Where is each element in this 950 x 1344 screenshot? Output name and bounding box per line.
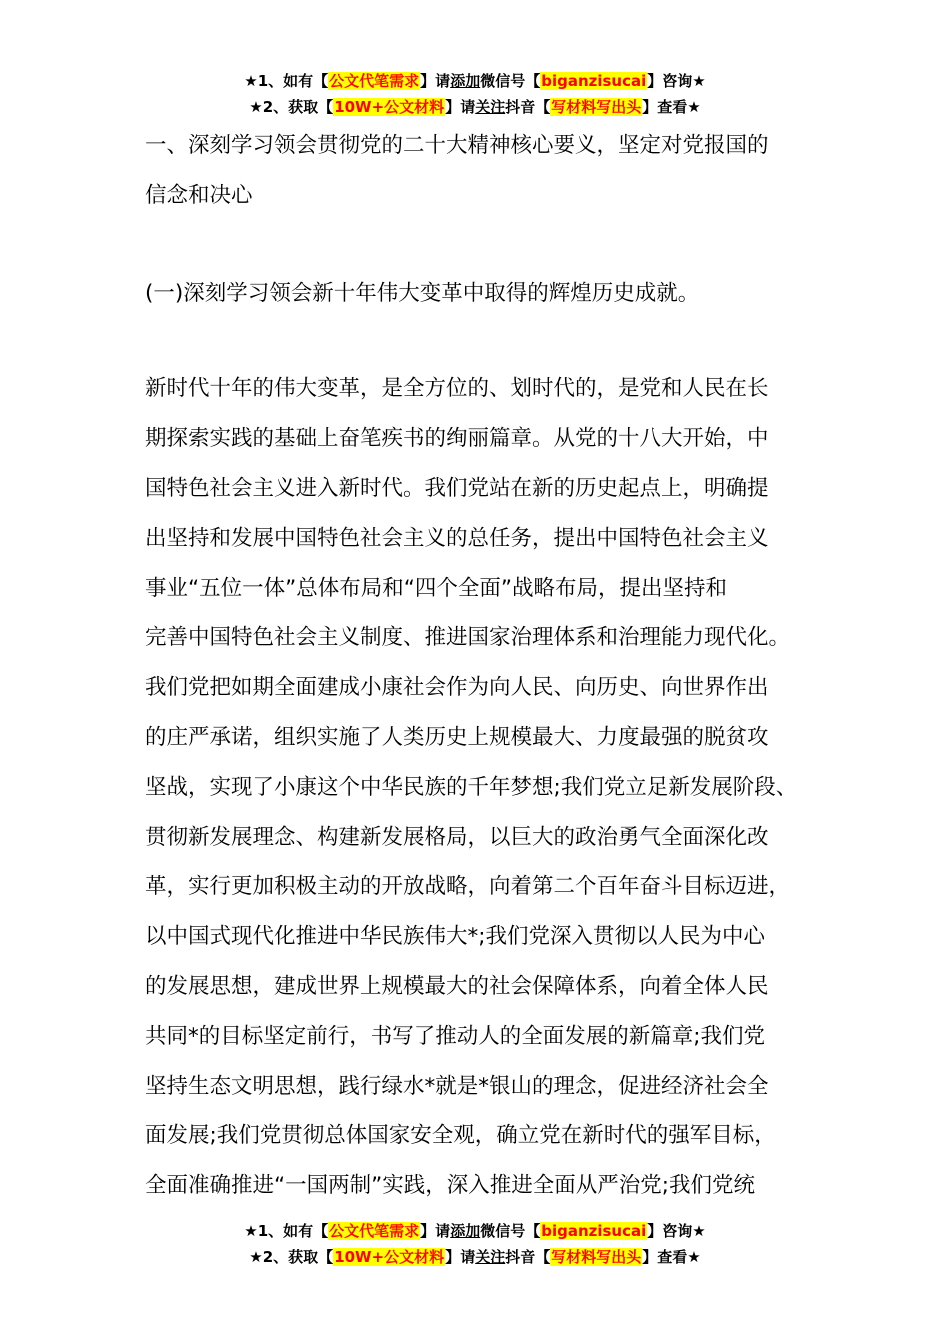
banner-highlight: 写材料写出头 (551, 98, 642, 116)
banner-underline: 添加 (450, 1222, 481, 1240)
banner-line-2 (0, 1244, 950, 1270)
body-line: 面发展;我们党贯彻总体国家安全观，确立党在新时代的强军目标， (145, 1123, 776, 1149)
banner-text: ★1、如有【 (244, 72, 329, 90)
banner-text: ★2、获取【 (249, 98, 334, 116)
subheading-line: (一)深刻学习领会新十年伟大变革中取得的辉煌历史成就。 (145, 280, 700, 306)
banner-underline: 关注 (475, 98, 506, 116)
banner-text: ★1、如有【 (244, 1222, 329, 1240)
banner-text: 】咨询★ (647, 72, 706, 90)
body-line: 坚战，实现了小康这个中华民族的千年梦想;我们党立足新发展阶段、 (145, 774, 798, 800)
subsection-heading (145, 269, 835, 319)
body-line: 我们党把如期全面建成小康社会作为向人民、向历史、向世界作出 (145, 675, 769, 701)
body-line: 完善中国特色社会主义制度、推进国家治理体系和治理能力现代化。 (145, 625, 791, 651)
banner-text: 】请 (445, 98, 476, 116)
banner-highlight: biganzisucai (541, 1222, 647, 1240)
banner-highlight: 10W+公文材料 (334, 1248, 445, 1266)
body-line: 以中国式现代化推进中华民族伟大*;我们党深入贯彻以人民为中心 (145, 924, 765, 950)
body-line: 全面准确推进“一国两制”实践，深入推进全面从严治党;我们党统 (145, 1173, 756, 1199)
body-line: 国特色社会主义进入新时代。我们党站在新的历史起点上，明确提 (145, 475, 769, 501)
body-line: 新时代十年的伟大变革，是全方位的、划时代的，是党和人民在长 (145, 376, 769, 402)
header-banner (0, 68, 950, 120)
banner-text: 】查看★ (642, 1248, 701, 1266)
body-line: 革，实行更加积极主动的开放战略，向着第二个百年奋斗目标迈进， (145, 874, 791, 900)
banner-highlight: 公文代笔需求 (329, 1222, 420, 1240)
body-line: 事业“五位一体”总体布局和“四个全面”战略布局，提出坚持和 (145, 575, 728, 601)
body-line: 出坚持和发展中国特色社会主义的总任务，提出中国特色社会主义 (145, 525, 769, 551)
body-line: 贯彻新发展理念、构建新发展格局，以巨大的政治勇气全面深化改 (145, 824, 769, 850)
banner-line-1 (0, 68, 950, 94)
heading-line: 一、深刻学习领会贯彻党的二十大精神核心要义，坚定对党报国的 (145, 133, 769, 158)
body-line: 的庄严承诺，组织实施了人类历史上规模最大、力度最强的脱贫攻 (145, 724, 769, 750)
banner-text: 微信号【 (480, 72, 541, 90)
document-body (145, 121, 835, 1211)
body-paragraph (145, 364, 835, 1211)
banner-highlight: 写材料写出头 (551, 1248, 642, 1266)
banner-highlight: biganzisucai (541, 72, 647, 90)
heading-line: 信念和决心 (145, 182, 253, 208)
banner-highlight: 公文代笔需求 (329, 72, 420, 90)
section-heading (145, 121, 835, 221)
footer-banner (0, 1218, 950, 1270)
banner-text: 】请 (445, 1248, 476, 1266)
banner-text: 抖音【 (505, 98, 551, 116)
body-line: 期探索实践的基础上奋笔疾书的绚丽篇章。从党的十八大开始，中 (145, 426, 769, 452)
body-line: 共同*的目标坚定前行，书写了推动人的全面发展的新篇章;我们党 (145, 1023, 765, 1049)
banner-text: 】请 (420, 1222, 451, 1240)
banner-text: ★2、获取【 (249, 1248, 334, 1266)
banner-underline: 添加 (450, 72, 481, 90)
banner-highlight: 10W+公文材料 (334, 98, 445, 116)
body-line: 的发展思想，建成世界上规模最大的社会保障体系，向着全体人民 (145, 973, 769, 999)
banner-text: 】查看★ (642, 98, 701, 116)
banner-text: 】请 (420, 72, 451, 90)
banner-underline: 关注 (475, 1248, 506, 1266)
body-line: 坚持生态文明思想，践行绿水*就是*银山的理念，促进经济社会全 (145, 1073, 769, 1099)
banner-text: 微信号【 (480, 1222, 541, 1240)
banner-text: 抖音【 (505, 1248, 551, 1266)
banner-line-1 (0, 1218, 950, 1244)
banner-text: 】咨询★ (647, 1222, 706, 1240)
banner-line-2 (0, 94, 950, 120)
